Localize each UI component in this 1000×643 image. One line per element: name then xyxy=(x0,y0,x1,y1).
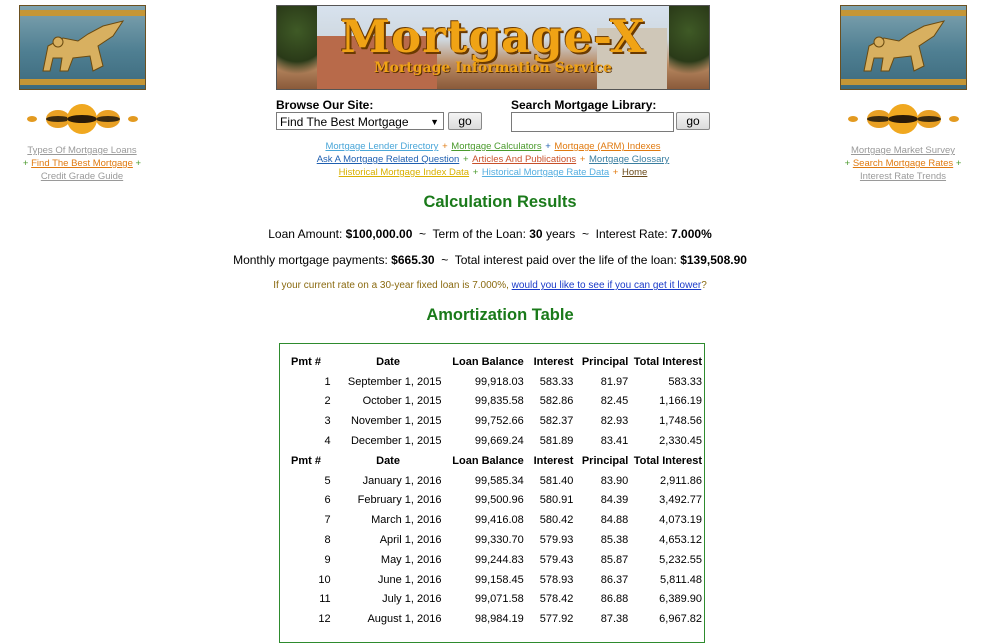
browse-select[interactable] xyxy=(276,112,444,130)
table-row xyxy=(289,609,704,629)
table-row xyxy=(289,550,704,570)
table-cell: 580.42 xyxy=(539,514,574,527)
table-cell: 4,653.12 xyxy=(659,534,702,547)
rate-value: 7.000% xyxy=(671,227,712,241)
table-cell: 99,500.96 xyxy=(474,494,524,507)
nav-links: Mortgage Lender Directory + Mortgage Calculators + Mortgage (ARM) Indexes Ask A Mortgage Related Question + Articles And Publications + Mortgage Glossary Historical Mortgage Index Data + Historical Mortgage Rate Data + Home xyxy=(316,141,670,178)
loan-summary-line xyxy=(0,227,980,241)
table-cell: September 1, 2015 xyxy=(347,375,442,388)
table-cell: 1 xyxy=(324,375,331,388)
table-row xyxy=(289,411,704,431)
table-cell: 6 xyxy=(324,494,331,507)
link-historical-rate-data[interactable]: Historical Mortgage Rate Data xyxy=(481,167,610,178)
browse-go-button[interactable]: go xyxy=(448,112,482,130)
site-logo-title: Mortgage-X xyxy=(340,10,646,63)
link-articles-publications[interactable]: Articles And Publications xyxy=(472,154,577,165)
total-interest-value: $139,508.90 xyxy=(680,253,747,267)
link-mortgage-market-survey[interactable]: Mortgage Market Survey xyxy=(850,145,955,156)
table-cell: 82.93 xyxy=(600,415,629,428)
table-cell: 99,071.58 xyxy=(474,593,524,606)
table-cell: 578.93 xyxy=(539,573,574,586)
table-cell: 2 xyxy=(324,395,331,408)
dropdown-arrow-icon: ▼ xyxy=(430,117,439,127)
search-go-button[interactable]: go xyxy=(676,112,710,130)
site-banner[interactable] xyxy=(276,5,710,90)
table-cell: 85.38 xyxy=(600,534,629,547)
table-cell: 4,073.19 xyxy=(659,514,702,527)
link-mortgage-calculators[interactable]: Mortgage Calculators xyxy=(451,141,542,152)
separator: ~ xyxy=(581,227,589,241)
table-cell: 99,669.24 xyxy=(474,435,524,448)
decorative-orbs-icon xyxy=(20,104,145,134)
table-cell: July 1, 2016 xyxy=(382,593,442,606)
table-cell: 581.40 xyxy=(539,474,574,487)
table-cell: 583.33 xyxy=(539,375,574,388)
center-header xyxy=(276,5,710,179)
table-cell: February 1, 2016 xyxy=(357,494,442,507)
table-cell: 87.38 xyxy=(600,613,629,626)
term-label: Term of the Loan: xyxy=(432,227,526,241)
get-lower-rate-link[interactable]: would you like to see if you can get it lower xyxy=(511,280,702,291)
amortization-heading: Amortization Table xyxy=(426,306,574,324)
loan-amount-label: Loan Amount: xyxy=(268,227,343,241)
table-cell: August 1, 2016 xyxy=(367,613,442,626)
table-cell: June 1, 2016 xyxy=(377,573,442,586)
link-types-of-mortgage-loans[interactable]: Types Of Mortgage Loans xyxy=(27,145,137,156)
table-cell: 83.90 xyxy=(600,474,629,487)
table-row xyxy=(289,372,704,392)
table-cell: October 1, 2015 xyxy=(362,395,442,408)
table-cell: 580.91 xyxy=(539,494,574,507)
table-cell: 1,166.19 xyxy=(659,395,702,408)
table-cell: 5,232.55 xyxy=(659,553,702,566)
table-cell: 582.86 xyxy=(539,395,574,408)
monthly-payment-value: $665.30 xyxy=(391,253,435,267)
search-form xyxy=(511,98,710,132)
table-cell: 6,967.82 xyxy=(659,613,702,626)
table-cell: 4 xyxy=(324,435,331,448)
column-header: Pmt # xyxy=(291,355,321,368)
column-header: Date xyxy=(376,454,400,467)
link-historical-index-data[interactable]: Historical Mortgage Index Data xyxy=(338,167,470,178)
rate-note: If your current rate on a 30-year fixed loan is 7.000%, would you like to see if you can get it lower? xyxy=(273,280,707,291)
column-header: Loan Balance xyxy=(452,454,524,467)
search-label: Search Mortgage Library: xyxy=(511,98,657,112)
browse-selected-value: Find The Best Mortgage xyxy=(280,115,409,129)
table-cell: 2,330.45 xyxy=(659,435,702,448)
table-cell: 86.88 xyxy=(600,593,629,606)
table-cell: 583.33 xyxy=(668,375,702,388)
site-logo-subtitle: Mortgage Information Service xyxy=(374,60,612,76)
column-header: Pmt # xyxy=(291,454,321,467)
table-cell: 6,389.90 xyxy=(659,593,702,606)
table-row xyxy=(289,530,704,550)
table-cell: 86.37 xyxy=(600,573,629,586)
table-cell: 99,752.66 xyxy=(474,415,524,428)
table-cell: March 1, 2016 xyxy=(371,514,442,527)
column-header: Date xyxy=(376,355,400,368)
table-cell: 99,585.34 xyxy=(474,474,524,487)
column-header: Interest xyxy=(533,454,574,467)
search-input[interactable] xyxy=(511,112,674,132)
table-row xyxy=(289,392,704,412)
table-cell: 98,984.19 xyxy=(474,613,524,626)
link-interest-rate-trends[interactable]: Interest Rate Trends xyxy=(859,171,947,182)
table-cell: 5,811.48 xyxy=(659,573,702,586)
browse-form xyxy=(276,98,482,130)
link-mortgage-arm-indexes[interactable]: Mortgage (ARM) Indexes xyxy=(554,141,661,152)
table-cell: 582.37 xyxy=(539,415,574,428)
table-cell: 3 xyxy=(324,415,331,428)
table-cell: 578.42 xyxy=(539,593,574,606)
calculation-results-heading: Calculation Results xyxy=(423,193,577,211)
column-header: Total Interest xyxy=(633,454,702,467)
table-header-row xyxy=(289,352,704,372)
winged-lion-image xyxy=(840,5,967,90)
rate-label: Interest Rate: xyxy=(595,227,668,241)
amortization-table-box xyxy=(279,343,705,643)
table-cell: 3,492.77 xyxy=(659,494,702,507)
table-cell: 84.39 xyxy=(600,494,629,507)
link-mortgage-lender-directory[interactable]: Mortgage Lender Directory xyxy=(325,141,439,152)
link-search-mortgage-rates[interactable]: Search Mortgage Rates xyxy=(852,158,954,169)
total-interest-label: Total interest paid over the life of the loan: xyxy=(454,253,677,267)
column-header: Loan Balance xyxy=(452,355,524,368)
table-cell: 2,911.86 xyxy=(659,474,702,487)
table-cell: April 1, 2016 xyxy=(379,534,442,547)
table-cell: 5 xyxy=(324,474,331,487)
link-mortgage-glossary[interactable]: Mortgage Glossary xyxy=(589,154,670,165)
link-credit-grade-guide[interactable]: Credit Grade Guide xyxy=(40,171,124,182)
table-cell: 81.97 xyxy=(600,375,629,388)
table-cell: 85.87 xyxy=(600,553,629,566)
table-cell: 83.41 xyxy=(600,435,629,448)
table-row xyxy=(289,570,704,590)
left-sidebar: Types Of Mortgage Loans + Find The Best Mortgage + Credit Grade Guide xyxy=(2,5,162,183)
decorative-orbs-icon xyxy=(841,104,966,134)
column-header: Interest xyxy=(533,355,574,368)
table-cell: 1,748.56 xyxy=(659,415,702,428)
browse-label: Browse Our Site: xyxy=(276,98,374,112)
loan-amount-value: $100,000.00 xyxy=(345,227,413,241)
table-cell: 10 xyxy=(318,573,331,586)
table-cell: 82.45 xyxy=(600,395,629,408)
table-cell: 99,244.83 xyxy=(474,553,524,566)
table-cell: 99,330.70 xyxy=(474,534,524,547)
column-header: Principal xyxy=(581,355,629,368)
link-ask-question[interactable]: Ask A Mortgage Related Question xyxy=(316,154,460,165)
table-cell: 579.43 xyxy=(539,553,574,566)
table-cell: 9 xyxy=(324,553,331,566)
table-cell: 579.93 xyxy=(539,534,574,547)
table-row xyxy=(289,590,704,610)
table-row xyxy=(289,491,704,511)
table-cell: 99,416.08 xyxy=(474,514,524,527)
table-cell: November 1, 2015 xyxy=(350,415,442,428)
separator: ~ xyxy=(419,227,427,241)
table-row xyxy=(289,510,704,530)
amortization-table xyxy=(289,352,704,629)
monthly-payment-label: Monthly mortgage payments: xyxy=(233,253,388,267)
term-unit: years xyxy=(545,227,576,241)
table-cell: 12 xyxy=(318,613,331,626)
table-cell: 84.88 xyxy=(600,514,629,527)
term-value: 30 xyxy=(529,227,543,241)
table-cell: 581.89 xyxy=(539,435,574,448)
table-cell: 99,835.58 xyxy=(474,395,524,408)
payment-summary-line xyxy=(0,253,980,267)
table-cell: 11 xyxy=(319,593,331,606)
link-home[interactable]: Home xyxy=(622,167,648,178)
table-cell: January 1, 2016 xyxy=(362,474,442,487)
table-cell: 8 xyxy=(324,534,331,547)
column-header: Principal xyxy=(581,454,629,467)
table-header-row xyxy=(289,451,704,471)
table-row xyxy=(289,431,704,451)
table-cell: 99,918.03 xyxy=(474,375,524,388)
table-row xyxy=(289,471,704,491)
table-cell: May 1, 2016 xyxy=(380,553,442,566)
link-find-best-mortgage[interactable]: Find The Best Mortgage xyxy=(31,158,133,169)
table-cell: December 1, 2015 xyxy=(350,435,442,448)
table-cell: 577.92 xyxy=(539,613,574,626)
table-cell: 7 xyxy=(324,514,331,527)
table-cell: 99,158.45 xyxy=(474,573,524,586)
right-sidebar: Mortgage Market Survey + Search Mortgage Rates + Interest Rate Trends xyxy=(823,5,983,183)
column-header: Total Interest xyxy=(633,355,702,368)
separator: ~ xyxy=(441,253,449,267)
winged-lion-image xyxy=(19,5,146,90)
